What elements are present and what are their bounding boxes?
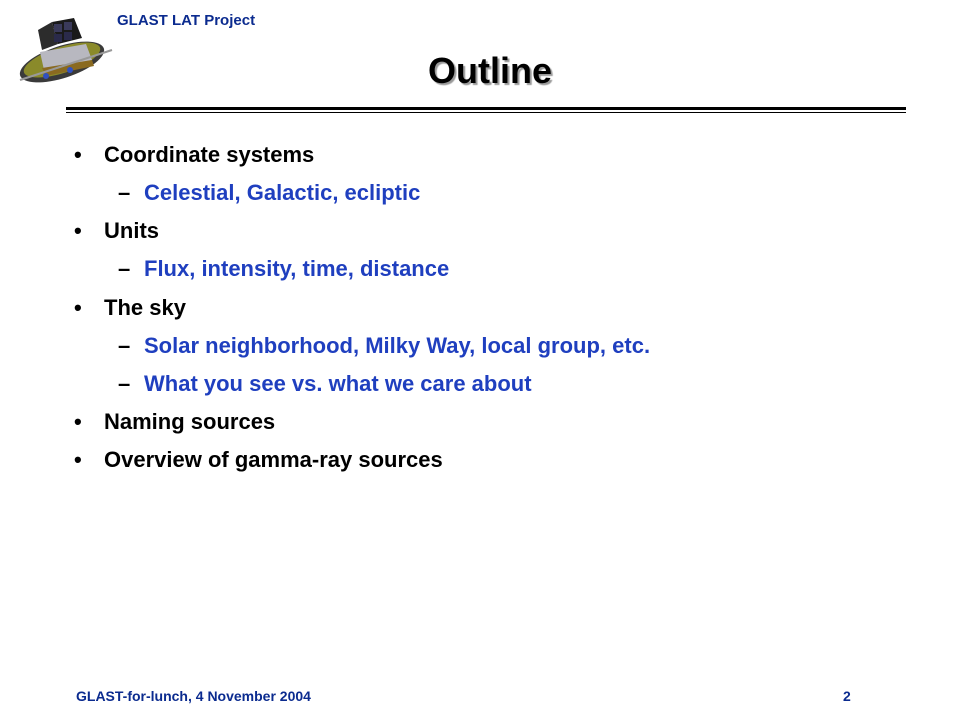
outline-item-text: Units — [104, 218, 159, 243]
project-name: GLAST LAT Project — [117, 12, 256, 29]
page-number: 2 — [843, 688, 851, 704]
title-divider — [66, 107, 906, 110]
outline-item — [74, 447, 443, 473]
outline-item — [74, 142, 314, 168]
outline-subitem-text: Celestial, Galactic, ecliptic — [144, 180, 421, 205]
outline-subitem-text: What you see vs. what we care about — [144, 371, 532, 396]
bullet-icon: • — [74, 295, 82, 320]
slide-title: Outline — [428, 50, 552, 91]
dash-icon: – — [118, 371, 131, 396]
bullet-icon: • — [74, 447, 82, 472]
outline-subitem — [118, 333, 650, 359]
bullet-icon: • — [74, 409, 82, 434]
title-divider-thin — [66, 112, 906, 113]
bullet-icon: • — [74, 218, 82, 243]
dash-icon: – — [118, 333, 131, 358]
outline-item — [74, 409, 275, 435]
dash-icon: – — [118, 180, 131, 205]
outline-subitem — [118, 256, 449, 282]
footer-event: GLAST-for-lunch, 4 November 2004 — [76, 688, 311, 704]
outline-item — [74, 218, 159, 244]
bullet-icon: • — [74, 142, 82, 167]
outline-item-text: Overview of gamma-ray sources — [104, 447, 443, 472]
dash-icon: – — [118, 256, 131, 281]
outline-subitem — [118, 180, 420, 206]
outline-subitem-text: Flux, intensity, time, distance — [144, 256, 450, 281]
outline-item-text: Naming sources — [104, 409, 276, 434]
outline-subitem — [118, 371, 532, 397]
outline-item — [74, 295, 186, 321]
outline-item-text: The sky — [104, 295, 186, 320]
outline-item-text: Coordinate systems — [104, 142, 315, 167]
outline-subitem-text: Solar neighborhood, Milky Way, local group, etc. — [144, 333, 651, 358]
